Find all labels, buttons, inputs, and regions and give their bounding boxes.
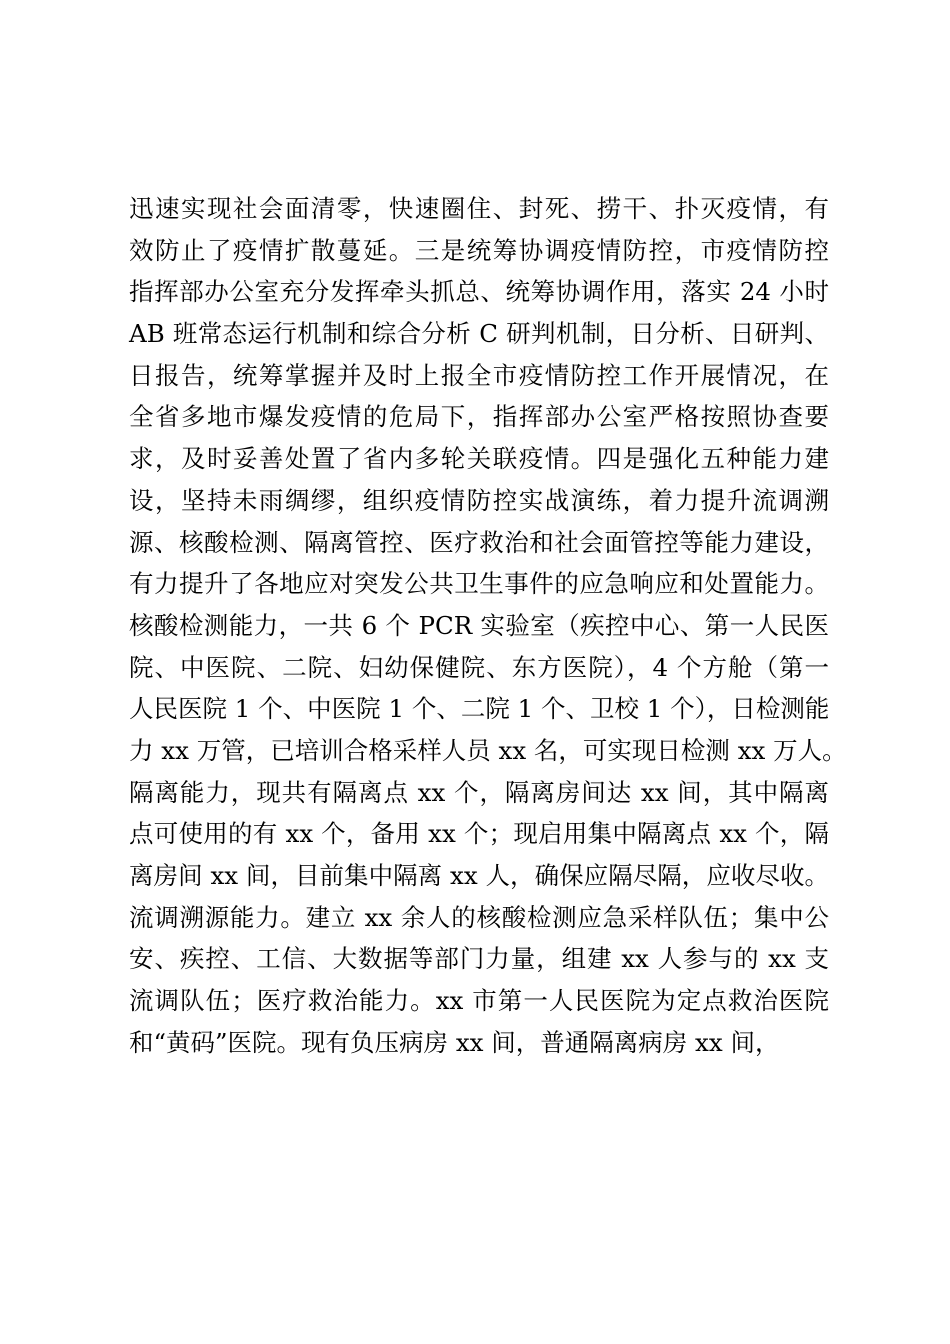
text-line: 有力提升了各地应对突发公共卫生事件的应急响应和处置能力。	[129, 569, 829, 599]
text-line: 日报告，统筹掌握并及时上报全市疫情防控工作开展情况，在	[129, 360, 829, 390]
body-paragraph	[129, 188, 847, 1063]
text-line: 离房间 xx 间，目前集中隔离 xx 人，确保应隔尽隔，应收尽收。	[129, 861, 829, 890]
text-line: 流调溯源能力。建立 xx 余人的核酸检测应急采样队伍；集中公	[129, 902, 829, 932]
text-line: 和“黄码”医院。现有负压病房 xx 间，普通隔离病房 xx 间，	[129, 1027, 780, 1057]
text-line: 求，及时妥善处置了省内多轮关联疫情。四是强化五种能力建	[129, 444, 829, 474]
text-line: 核酸检测能力，一共 6 个 PCR 实验室（疾控中心、第一人民医	[129, 610, 829, 640]
text-line: 安、疾控、工信、大数据等部门力量，组建 xx 人参与的 xx 支	[129, 944, 829, 974]
text-line: 力 xx 万管，已培训合格采样人员 xx 名，可实现日检测 xx 万人。	[129, 735, 847, 765]
text-line: 设，坚持未雨绸缪，组织疫情防控实战演练，着力提升流调溯	[129, 485, 829, 515]
text-line: 指挥部办公室充分发挥牵头抓总、统筹协调作用，落实 24 小时	[129, 277, 829, 307]
text-line: 院、中医院、二院、妇幼保健院、东方医院），4 个方舱（第一	[129, 652, 829, 682]
text-line: 隔离能力，现共有隔离点 xx 个，隔离房间达 xx 间，其中隔离	[129, 777, 829, 807]
text-line: 人民医院 1 个、中医院 1 个、二院 1 个、卫校 1 个），日检测能	[129, 694, 830, 724]
text-line: 迅速实现社会面清零，快速圈住、封死、捞干、扑灭疫情，有	[129, 194, 829, 223]
text-line: 效防止了疫情扩散蔓延。三是统筹协调疫情防控，市疫情防控	[129, 235, 829, 265]
text-line: AB 班常态运行机制和综合分析 C 研判机制，日分析、日研判、	[129, 319, 829, 349]
text-line: 流调队伍；医疗救治能力。xx 市第一人民医院为定点救治医院	[129, 986, 829, 1016]
text-line: 全省多地市爆发疫情的危局下，指挥部办公室严格按照协查要	[129, 402, 829, 432]
text-line: 点可使用的有 xx 个，备用 xx 个；现启用集中隔离点 xx 个，隔	[129, 819, 829, 849]
text-line: 源、核酸检测、隔离管控、医疗救治和社会面管控等能力建设，	[129, 527, 829, 557]
